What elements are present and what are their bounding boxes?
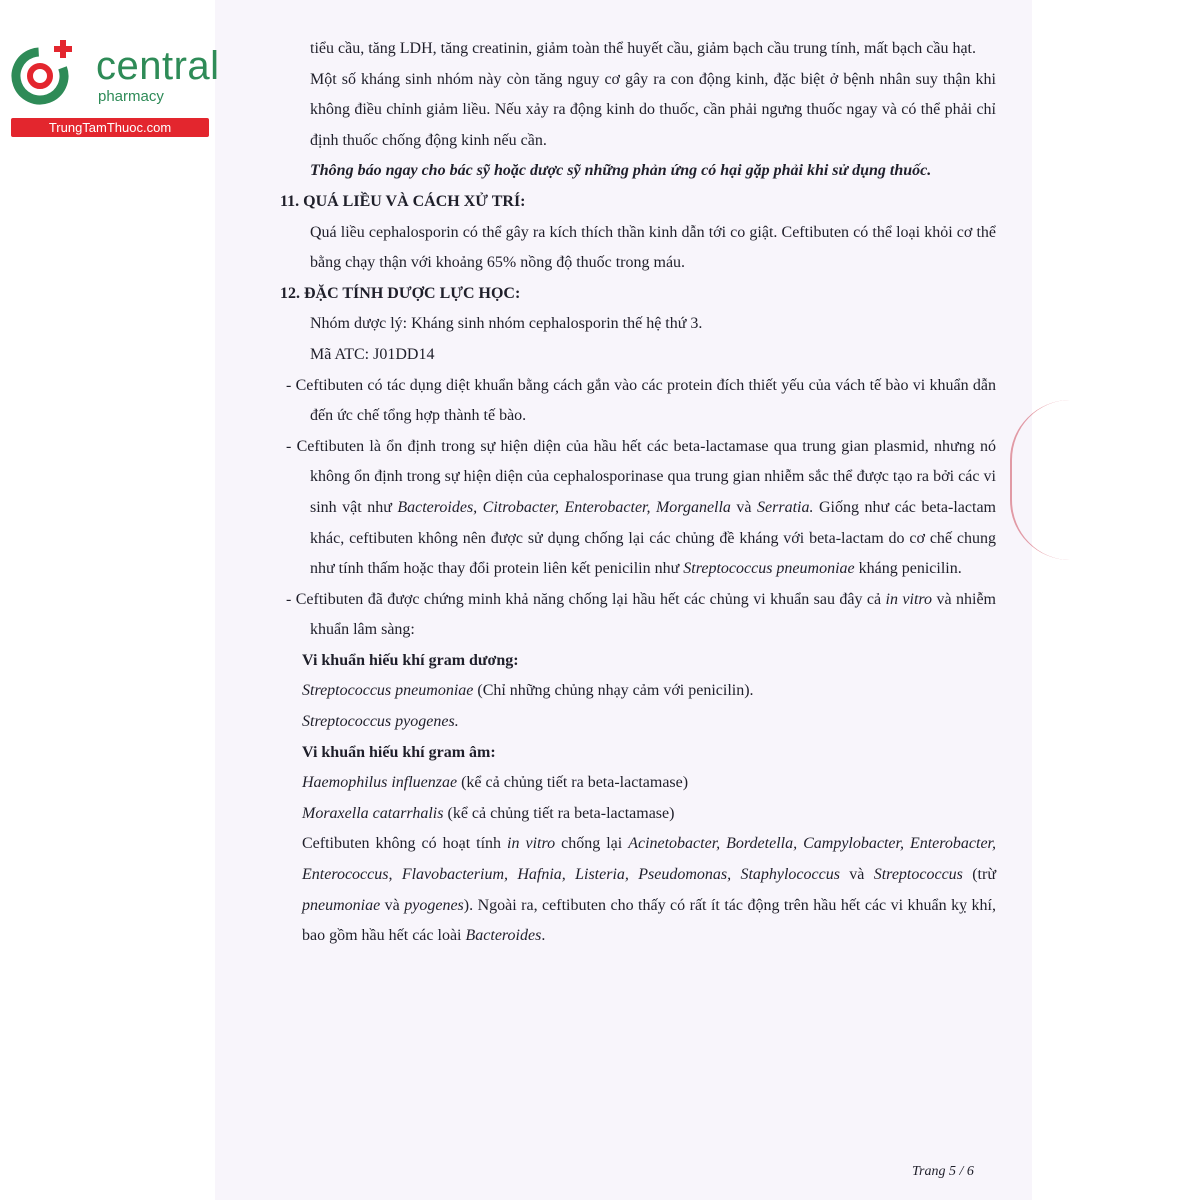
central-pharmacy-logo[interactable] bbox=[10, 38, 220, 138]
pharmacy-logo-icon bbox=[10, 38, 80, 108]
atc-code: Mã ATC: J01DD14 bbox=[310, 345, 435, 363]
bacteria-item: Haemophilus influenzae (kể cả chủng tiết ra beta-lactamase) bbox=[302, 774, 689, 792]
paragraph: Một số kháng sinh nhóm này còn tăng nguy cơ gây ra con động kinh, đặc biệt ở bệnh nhân suy thận khi không điều chỉnh giảm liều. Nếu xảy ra động kinh do thuốc, cần phải ngưng thuốc ngay và có thể phải chỉ định thuốc chống động kinh nếu cần. bbox=[310, 70, 996, 149]
brand-url: TrungTamThuoc.com bbox=[11, 118, 209, 137]
paragraph: Ceftibuten không có hoạt tính in vitro chống lại Acinetobacter, Bordetella, Campylobacter, Enterobacter, Enterococcus, Flavobacterium, Hafnia, Listeria, Pseudomonas, Staphylococcus và Streptococcus (trừ pneumoniae và pyogenes). Ngoài ra, ceftibuten cho thấy có rất ít tác động trên hầu hết các vi khuẩn kỵ khí, bao gồm hầu hết các loài Bacteroides. bbox=[302, 835, 997, 945]
bullet-item: - Ceftibuten là ổn định trong sự hiện diện của hầu hết các beta-lactamase qua trung gian plasmid, nhưng nó không ổn định trong sự hiện diện của cephalosporinase qua trung gian nhiễm sắc thể được tạo ra bởi các vi sinh vật như Bacteroides, Citrobacter, Enterobacter, Morganella và Serratia. Giống như các beta-lactam khác, ceftibuten không nên được sử dụng chống lại các chủng đề kháng với beta-lactam do cơ chế chung như tính thấm hoặc thay đổi protein liên kết penicilin như Streptococcus pneumoniae kháng penicilin. bbox=[286, 437, 996, 578]
paragraph: tiểu cầu, tăng LDH, tăng creatinin, giảm toàn thể huyết cầu, giảm bạch cầu trung tính, mất bạch cầu hạt. bbox=[310, 40, 976, 57]
paragraph: Quá liều cephalosporin có thể gây ra kích thích thần kinh dẫn tới co giật. Ceftibuten có thể loại khỏi cơ thể bằng chạy thận với khoảng 65% nồng độ thuốc trong máu. bbox=[310, 223, 996, 272]
warning-notice: Thông báo ngay cho bác sỹ hoặc dược sỹ những phản ứng có hại gặp phải khi sử dụng thuốc. bbox=[310, 162, 932, 180]
bacteria-item: Streptococcus pyogenes. bbox=[302, 713, 459, 731]
brand-subtitle: pharmacy bbox=[98, 88, 164, 105]
page-number: Trang 5 / 6 bbox=[912, 1164, 974, 1179]
bullet-item: - Ceftibuten đã được chứng minh khả năng chống lại hầu hết các chủng vi khuẩn sau đây cả in vitro và nhiễm khuẩn lâm sàng: bbox=[286, 590, 996, 639]
section-heading-11: 11. QUÁ LIỀU VÀ CÁCH XỬ TRÍ: bbox=[280, 192, 526, 210]
gram-negative-heading: Vi khuẩn hiếu khí gram âm: bbox=[302, 743, 496, 761]
document-content bbox=[280, 34, 996, 952]
brand-name: central bbox=[96, 44, 220, 88]
paragraph: Nhóm dược lý: Kháng sinh nhóm cephalosporin thế hệ thứ 3. bbox=[310, 315, 703, 333]
gram-positive-heading: Vi khuẩn hiếu khí gram dương: bbox=[302, 651, 519, 669]
section-heading-12: 12. ĐẶC TÍNH DƯỢC LỰC HỌC: bbox=[280, 284, 521, 302]
bullet-item: - Ceftibuten có tác dụng diệt khuẩn bằng cách gắn vào các protein đích thiết yếu của vách tế bào vi khuẩn dẫn đến ức chế tổng hợp thành tế bào. bbox=[286, 376, 996, 425]
bacteria-item: Moraxella catarrhalis (kể cả chủng tiết ra beta-lactamase) bbox=[302, 804, 675, 822]
bacteria-item: Streptococcus pneumoniae (Chỉ những chủng nhạy cảm với penicilin). bbox=[302, 682, 754, 700]
